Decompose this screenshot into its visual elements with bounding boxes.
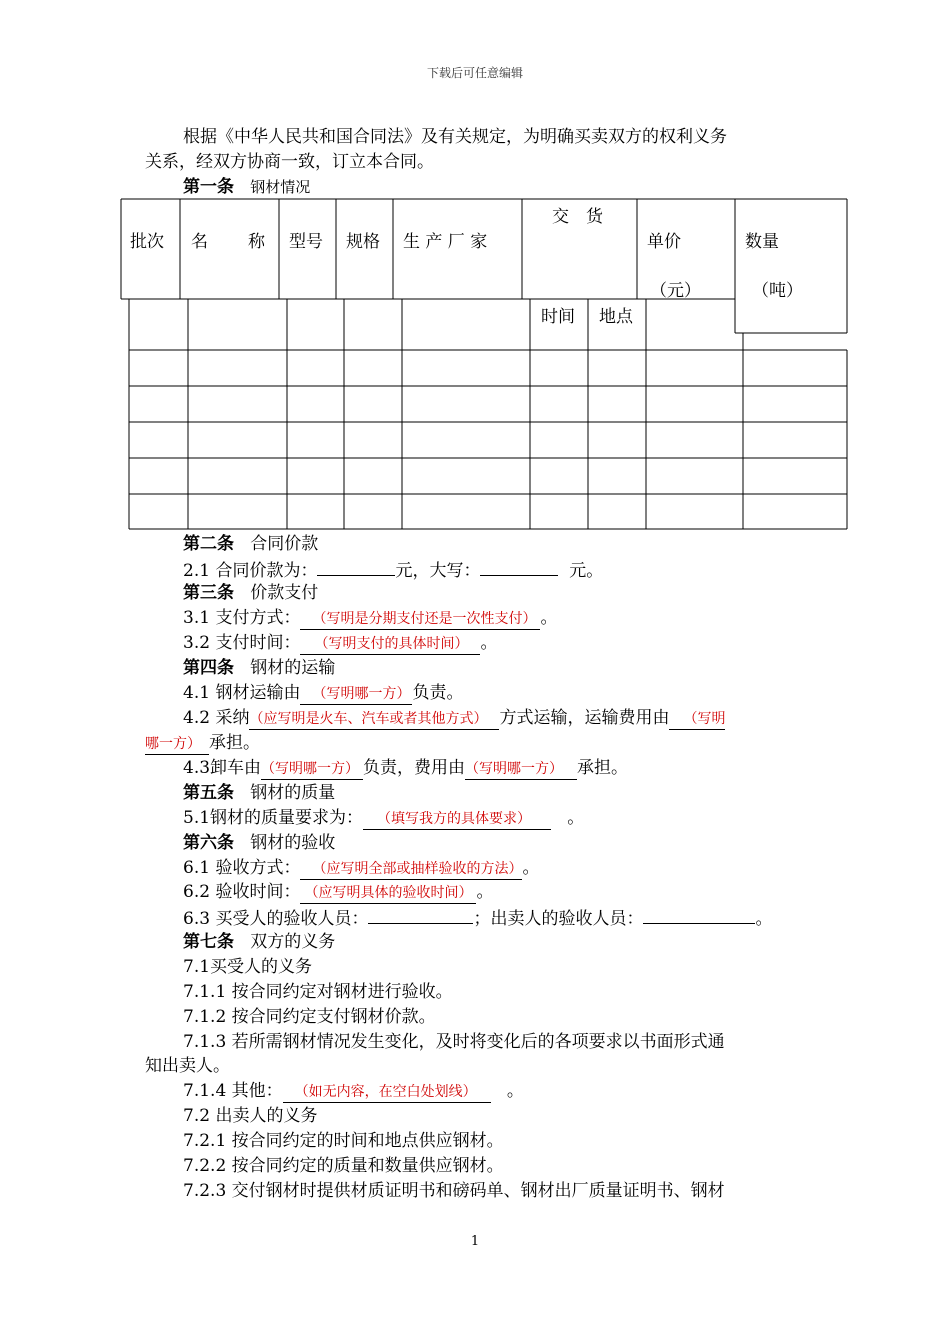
th-name-part1: 名 — [191, 232, 208, 252]
clause-7-1-1: 7.1.1 按合同约定对钢材进行验收。 — [183, 982, 453, 1002]
clause-text: 3.1 支付方式： — [183, 608, 301, 628]
th-name-part2: 称 — [248, 232, 265, 252]
clause-4-3 — [183, 756, 628, 780]
section-7-1: 7.1买受人的义务 — [183, 957, 313, 977]
clause-7-2-1: 7.2.1 按合同约定的时间和地点供应钢材。 — [183, 1131, 504, 1151]
article-name: 钢材的质量 — [250, 783, 336, 803]
clause-text: 4.2 采纳 — [183, 708, 250, 728]
clause-3-1 — [183, 606, 557, 630]
acceptance-time-field[interactable]: （应写明具体的验收时间） — [300, 883, 476, 904]
article-2-heading — [183, 532, 318, 556]
intro-line-2: 关系，经双方协商一致，订立本合同。 — [145, 152, 434, 172]
clause-text: 。 — [567, 808, 585, 828]
th-unit-price-unit: （元） — [650, 281, 701, 301]
clause-text: 。 — [480, 633, 498, 653]
other-obligations-field[interactable]: （如无内容，在空白处划线） — [283, 1082, 491, 1103]
clause-text: 4.3卸车由 — [183, 758, 262, 778]
transport-party-field[interactable]: （写明哪一方） — [300, 684, 412, 705]
th-delivery-time: 时间 — [541, 307, 575, 327]
clause-7-2-3: 7.2.3 交付钢材时提供材质证明书和磅码单、钢材出厂质量证明书、钢材 — [183, 1181, 725, 1201]
clause-text: 4.1 钢材运输由 — [183, 683, 301, 703]
clause-6-2 — [183, 880, 493, 904]
th-quantity-unit: （吨） — [752, 281, 803, 301]
article-5-heading — [183, 781, 335, 805]
th-batch: 批次 — [130, 232, 164, 252]
clause-text: 。 — [540, 608, 558, 628]
article-title: 第六条 — [183, 833, 234, 853]
clause-text: 6.1 验收方式： — [183, 858, 301, 878]
article-name: 价款支付 — [250, 583, 319, 603]
clause-2-1 — [183, 557, 603, 583]
clause-text: 6.3 买受人的验收人员： — [183, 909, 369, 929]
payment-method-field[interactable]: （写明是分期支付还是一次性支付） — [300, 609, 540, 630]
price-words-blank[interactable] — [480, 557, 558, 576]
transport-fee-party-field-cont[interactable]: 哪一方） — [145, 734, 209, 755]
clause-6-1 — [183, 856, 539, 880]
intro-line-1: 根据《中华人民共和国合同法》及有关规定，为明确买卖双方的权利义务 — [183, 127, 727, 147]
clause-7-1-3-cont: 知出卖人。 — [145, 1056, 230, 1076]
clause-text: 3.2 支付时间： — [183, 633, 301, 653]
unloading-fee-party-field[interactable]: （写明哪一方） — [465, 759, 577, 780]
article-name: 钢材的验收 — [250, 833, 336, 853]
clause-text: 。 — [755, 909, 773, 929]
article-title: 第一条 — [183, 177, 234, 197]
article-name: 双方的义务 — [250, 932, 336, 952]
th-model: 型号 — [289, 232, 323, 252]
clause-7-1-3: 7.1.3 若所需钢材情况发生变化，及时将变化后的各项要求以书面形式通 — [183, 1032, 725, 1052]
price-blank[interactable] — [317, 557, 395, 576]
th-delivery: 交 货 — [552, 207, 603, 227]
steel-table-grid — [0, 0, 950, 540]
th-manufacturer: 生 产 厂 家 — [403, 232, 488, 252]
clause-4-1 — [183, 681, 463, 705]
buyer-inspector-blank[interactable] — [368, 905, 473, 924]
clause-text: 。 — [522, 858, 540, 878]
th-unit-price: 单价 — [647, 232, 681, 252]
clause-text: 元。 — [569, 561, 604, 581]
unloading-party-field[interactable]: （写明哪一方） — [261, 759, 363, 780]
clause-text: 承担。 — [577, 758, 629, 778]
clause-text: 6.2 验收时间： — [183, 882, 301, 902]
clause-text: 。 — [506, 1081, 524, 1101]
transport-mode-field[interactable]: （应写明是火车、汽车或者其他方式） — [249, 709, 499, 730]
article-title: 第二条 — [183, 534, 234, 554]
clause-text: 2.1 合同价款为： — [183, 561, 318, 581]
seller-inspector-blank[interactable] — [643, 905, 755, 924]
article-4-heading — [183, 656, 335, 680]
quality-requirement-field[interactable]: （填写我方的具体要求） — [363, 809, 551, 830]
clause-7-1-4 — [183, 1079, 524, 1103]
clause-text: 方式运输，运输费用由 — [499, 708, 670, 728]
acceptance-method-field[interactable]: （应写明全部或抽样验收的方法） — [300, 859, 522, 880]
article-3-heading — [183, 581, 318, 605]
article-title: 第三条 — [183, 583, 234, 603]
th-spec: 规格 — [346, 232, 380, 252]
article-name: 合同价款 — [250, 534, 319, 554]
article-title: 第四条 — [183, 658, 234, 678]
clause-text: 元，大写： — [395, 561, 481, 581]
clause-text: 7.1.4 其他： — [183, 1081, 283, 1101]
article-name: 钢材的运输 — [250, 658, 336, 678]
clause-5-1 — [183, 806, 584, 830]
clause-3-2 — [183, 631, 497, 655]
page-number: 1 — [470, 1234, 480, 1249]
clause-text: 5.1钢材的质量要求为： — [183, 808, 364, 828]
article-title: 第七条 — [183, 932, 234, 952]
article-name: 钢材情况 — [250, 178, 311, 196]
clause-text: ；出卖人的验收人员： — [473, 909, 644, 929]
clause-text: 。 — [476, 882, 494, 902]
clause-4-2 — [183, 706, 725, 730]
clause-text: 承担。 — [209, 733, 260, 753]
th-quantity: 数量 — [745, 232, 779, 252]
article-6-heading — [183, 831, 335, 855]
article-7-heading — [183, 930, 335, 954]
clause-6-3 — [183, 905, 772, 931]
clause-7-2-2: 7.2.2 按合同约定的质量和数量供应钢材。 — [183, 1156, 504, 1176]
clause-text: 负责，费用由 — [363, 758, 466, 778]
clause-4-2-cont — [145, 731, 260, 755]
section-7-2: 7.2 出卖人的义务 — [183, 1106, 318, 1126]
payment-time-field[interactable]: （写明支付的具体时间） — [300, 634, 480, 655]
th-delivery-place: 地点 — [599, 307, 633, 327]
transport-fee-party-field[interactable]: （写明 — [669, 709, 725, 730]
clause-text: 负责。 — [412, 683, 464, 703]
clause-7-1-2: 7.1.2 按合同约定支付钢材价款。 — [183, 1007, 436, 1027]
article-title: 第五条 — [183, 783, 234, 803]
page-header: 下载后可任意编辑 — [426, 66, 523, 80]
